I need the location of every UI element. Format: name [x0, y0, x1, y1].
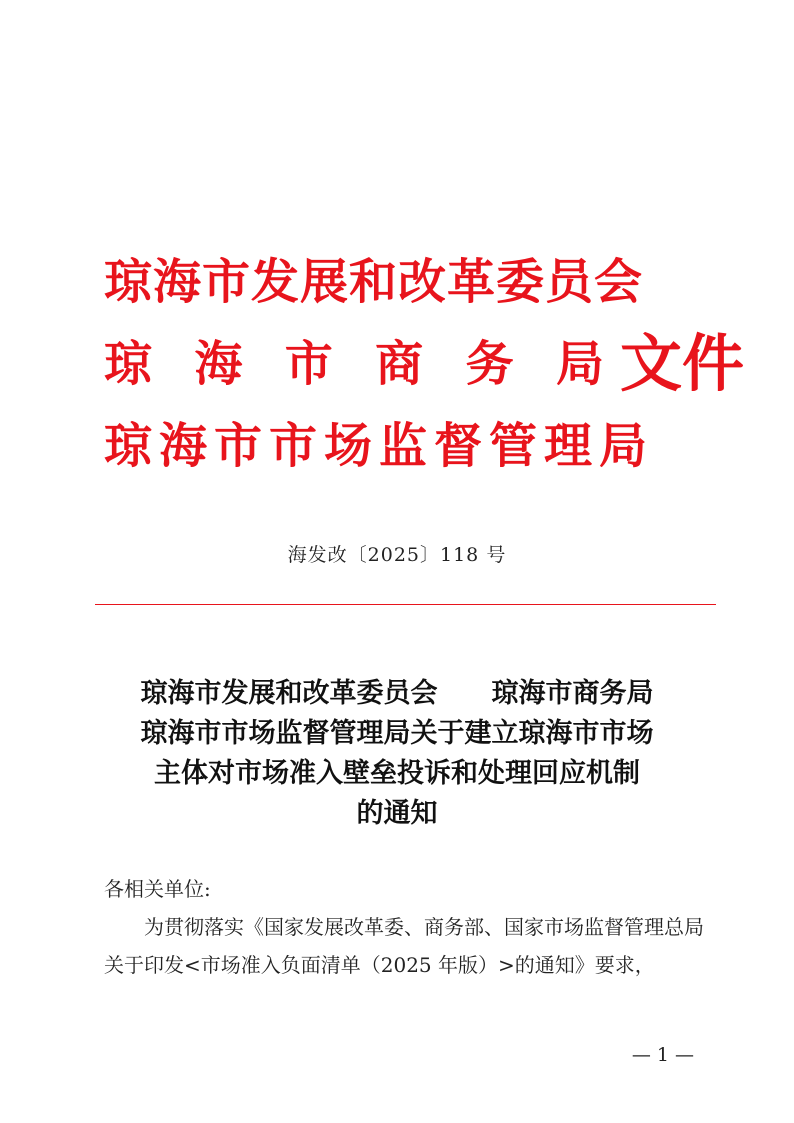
agency-char: 务 — [465, 336, 514, 392]
title-line-3: 主体对市场准入壁垒投诉和处理回应机制 — [154, 758, 640, 789]
body-paragraph: 为贯彻落实《国家发展改革委、商务部、国家市场监督管理总局关于印发<市场准入负面清单（2025 年版）>的通知》要求， — [104, 915, 704, 977]
agency-name-development-reform: 琼海市发展和改革委员会 — [104, 254, 644, 310]
document-number: 海发改〔2025〕118 号 — [287, 544, 507, 566]
document-body — [104, 870, 704, 984]
title-agency-left: 琼海市发展和改革委员会 — [140, 678, 438, 709]
title-line-1 — [90, 674, 704, 714]
agency-char: 商 — [375, 336, 424, 392]
page-number: — 1 — — [631, 1044, 694, 1066]
document-type-label: 文件 — [620, 327, 745, 400]
agency-char: 局 — [555, 336, 604, 392]
title-line-4: 的通知 — [356, 798, 438, 829]
document-title — [90, 674, 704, 834]
agency-char: 琼 — [104, 336, 153, 392]
red-divider-line — [95, 604, 716, 605]
salutation: 各相关单位: — [104, 877, 211, 901]
agency-name-commerce-bureau — [104, 332, 604, 396]
agency-char: 海 — [194, 336, 243, 392]
agency-char: 市 — [284, 336, 333, 392]
agency-name-market-supervision: 琼海市市场监督管理局 — [104, 418, 655, 474]
title-line-2: 琼海市市场监督管理局关于建立琼海市市场 — [140, 718, 654, 749]
title-agency-right: 琼海市商务局 — [491, 678, 654, 709]
